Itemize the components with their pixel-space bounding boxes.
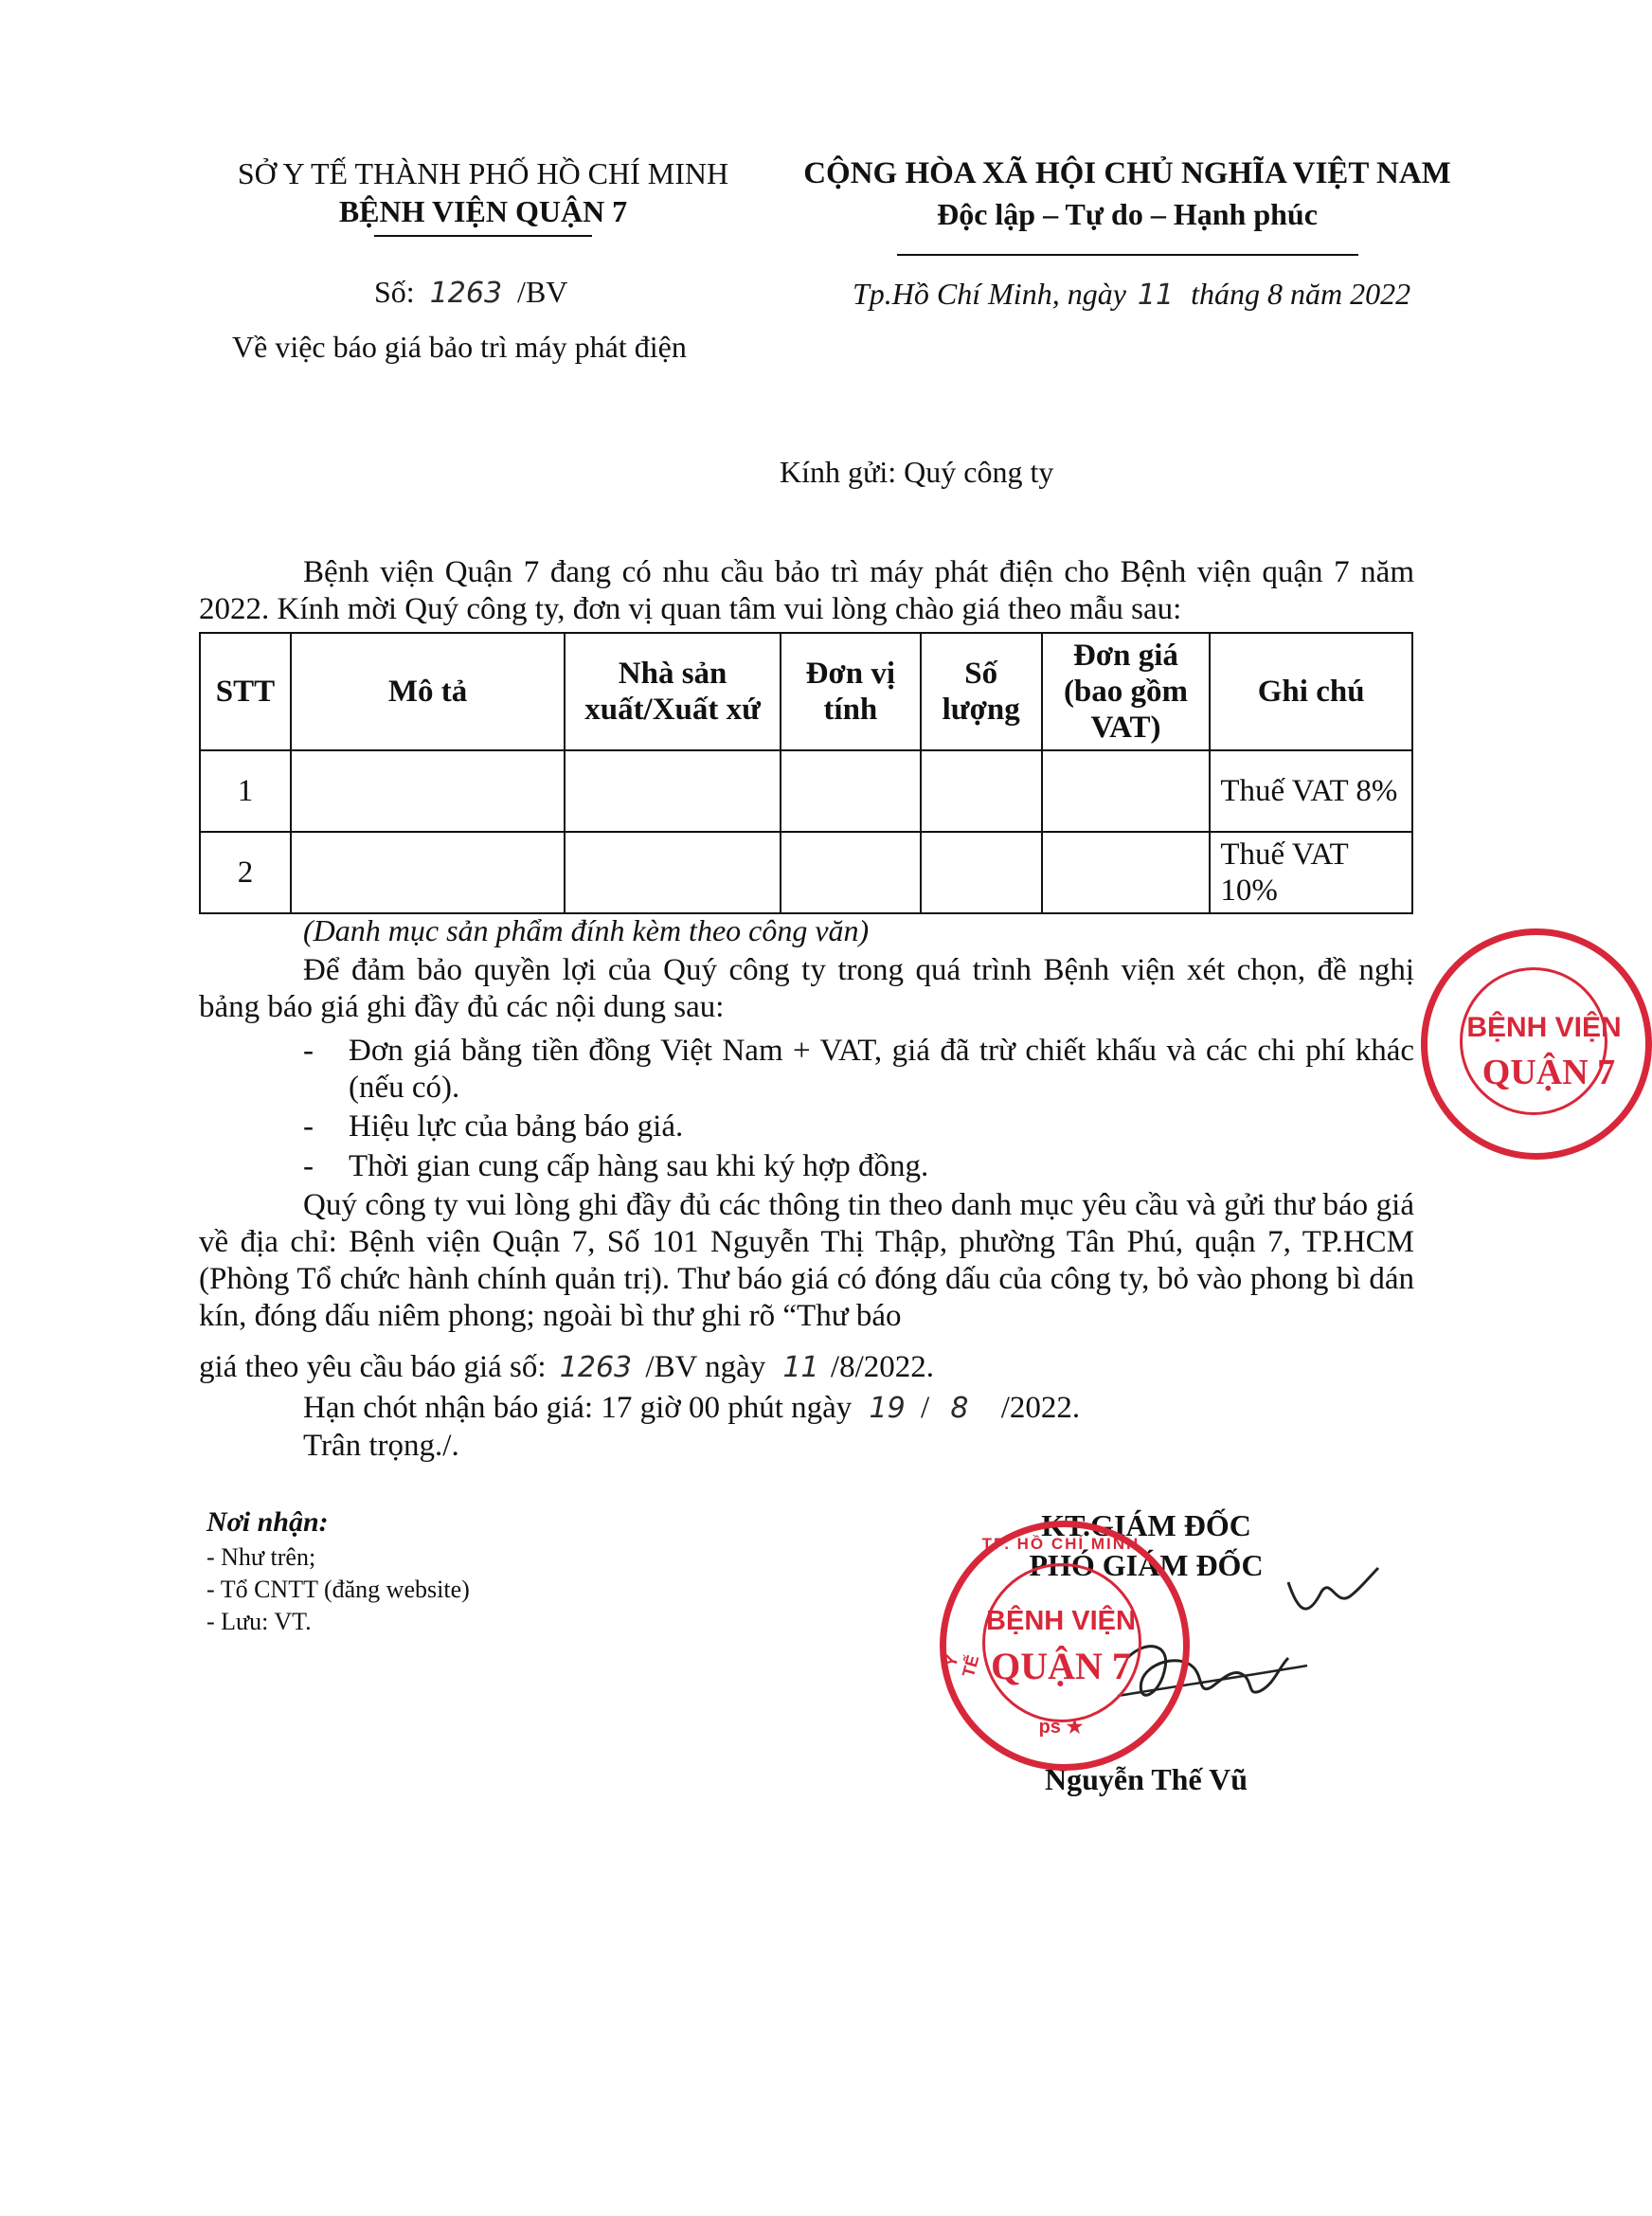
deadline-month-handwritten: 8: [950, 1392, 969, 1425]
national-motto: Độc lập – Tự do – Hạnh phúc: [937, 197, 1318, 231]
row-quantity: [921, 832, 1042, 913]
header-unit: Đơn vị tính: [781, 633, 921, 750]
requirement-item: [303, 1148, 1414, 1185]
stamp-inner-ring: [982, 1563, 1141, 1722]
row-quantity: [921, 750, 1042, 832]
date-day-handwritten: 11: [1137, 279, 1175, 312]
attachment-note: (Danh mục sản phẩm đính kèm theo công văn): [303, 913, 870, 947]
table-row: [200, 832, 1412, 913]
quote-number-handwritten: 1263: [559, 1351, 633, 1384]
row-manufacturer: [565, 832, 781, 913]
header-unit-price: Đơn giá (bao gồm VAT): [1042, 633, 1211, 750]
header-quantity: Số lượng: [921, 633, 1042, 750]
hospital-name: BỆNH VIỆN QUẬN 7: [338, 194, 628, 228]
signature-title-1: KT.GIÁM ĐỐC: [1041, 1508, 1251, 1542]
requirement-item: [303, 1033, 1414, 1107]
instructions-prefix: giá theo yêu cầu báo giá số:: [199, 1350, 547, 1384]
bullet-dash: -: [303, 1149, 314, 1183]
stamp-edge-left: Y TẾ: [941, 1652, 983, 1680]
signature-title-2: PHÓ GIÁM ĐỐC: [1029, 1548, 1264, 1582]
quote-day-handwritten: 11: [782, 1351, 819, 1384]
row-unit-price: [1042, 832, 1211, 913]
stamp-ring-text: TP. HỒ CHÍ MINH: [981, 1535, 1140, 1553]
star-icon: ★: [1066, 1717, 1084, 1738]
recipients-title: Nơi nhận:: [206, 1506, 329, 1538]
instructions-paragraph: Quý công ty vui lòng ghi đầy đủ các thông tin theo danh mục yêu cầu và gửi thư báo giá về địa chỉ: Bệnh viện Quận 7, Số 101 Nguyễn Thị Thập, phường Tân Phú, quận 7, TP.HCM (Phòng Tổ chức hành chính quản trị). Thư báo giá có đóng dấu của công ty, bỏ vào phong bì dán kín, đóng dấu niêm phong; ngoài bì thư ghi rõ “Thư báo: [199, 1188, 1414, 1333]
row-unit: [781, 832, 921, 913]
recipients-list: [206, 1541, 470, 1638]
document-number: [374, 275, 567, 310]
row-stt: 1: [200, 750, 291, 832]
date-month-year: tháng 8 năm 2022: [1191, 277, 1411, 311]
table-row: [200, 750, 1412, 832]
requirement-item: [303, 1108, 1414, 1145]
row-stt: 2: [200, 832, 291, 913]
instructions-mid: /BV ngày: [645, 1350, 766, 1384]
document-subject: Về việc báo giá bảo trì máy phát điện: [232, 330, 687, 364]
stamp-code-text: ps: [1038, 1717, 1061, 1738]
salutation: Kính gửi: Quý công ty: [780, 455, 1054, 489]
intro-paragraph: Bệnh viện Quận 7 đang có nhu cầu bảo trì máy phát điện cho Bệnh viện quận 7 năm 2022. Kính mời Quý công ty, đơn vị quan tâm vui lòng chào giá theo mẫu sau:: [199, 555, 1414, 626]
stamp-edge-code: [1014, 1715, 1108, 1739]
instructions-last-line: [199, 1349, 934, 1386]
requirement-text: Thời gian cung cấp hàng sau khi ký hợp đồng.: [349, 1149, 929, 1183]
deadline-prefix: Hạn chót nhận báo giá: 17 giờ 00 phút ngày: [303, 1391, 853, 1425]
date-prefix: Tp.Hồ Chí Minh, ngày: [853, 277, 1126, 311]
agency-name: SỞ Y TẾ THÀNH PHỐ HỒ CHÍ MINH: [237, 156, 729, 190]
country-name: CỘNG HÒA XÃ HỘI CHỦ NGHĨA VIỆT NAM: [803, 156, 1451, 190]
header-notes: Ghi chú: [1210, 633, 1412, 750]
stamp-main-text: QUẬN 7: [991, 1645, 1131, 1687]
header-manufacturer: Nhà sản xuất/Xuất xứ: [565, 633, 781, 750]
row-unit-price: [1042, 750, 1211, 832]
deadline-suffix: /2022.: [1000, 1391, 1081, 1425]
row-description: [291, 750, 565, 832]
list-item: - Như trên;: [206, 1543, 316, 1571]
requirements-intro: Để đảm bảo quyền lợi của Quý công ty trong quá trình Bệnh viện xét chọn, đề nghị bảng báo giá ghi đầy đủ các nội dung sau:: [199, 953, 1414, 1024]
closing: Trân trọng./.: [303, 1429, 459, 1463]
header-left-underline: [374, 235, 592, 237]
row-unit: [781, 750, 921, 832]
motto-underline: [897, 254, 1358, 256]
row-note: Thuế VAT 8%: [1210, 750, 1412, 832]
stamp-partial-top: BỆNH VIỆN: [1466, 1012, 1622, 1043]
row-note: Thuế VAT 10%: [1210, 832, 1412, 913]
row-description: [291, 832, 565, 913]
stamp-top-text: BỆNH VIỆN: [986, 1606, 1136, 1636]
deadline-day-handwritten: 19: [869, 1392, 906, 1425]
stamp-partial: [1421, 928, 1652, 1160]
header-stt: STT: [200, 633, 291, 750]
table-header-row: [200, 633, 1412, 750]
signer-name: Nguyễn Thế Vũ: [1045, 1762, 1248, 1796]
number-suffix: /BV: [517, 275, 568, 309]
header-description: Mô tả: [291, 633, 565, 750]
instructions-suffix: /8/2022.: [830, 1350, 934, 1384]
quotation-table: [199, 632, 1413, 914]
number-prefix: Số:: [374, 275, 415, 309]
list-item: - Lưu: VT.: [206, 1608, 312, 1635]
row-manufacturer: [565, 750, 781, 832]
deadline-sep: /: [920, 1391, 930, 1425]
bullet-dash: -: [303, 1034, 314, 1068]
stamp-partial-main: QUẬN 7: [1481, 1053, 1616, 1092]
document-date: [853, 277, 1410, 312]
requirement-text: Hiệu lực của bảng báo giá.: [349, 1109, 684, 1144]
deadline-line: [303, 1390, 1080, 1427]
number-handwritten: 1263: [429, 277, 503, 310]
list-item: - Tổ CNTT (đăng website): [206, 1576, 470, 1603]
requirement-text: Đơn giá bằng tiền đồng Việt Nam + VAT, giá đã trừ chiết khấu và các chi phí khác (nếu có).: [349, 1034, 1414, 1105]
bullet-dash: -: [303, 1109, 314, 1144]
